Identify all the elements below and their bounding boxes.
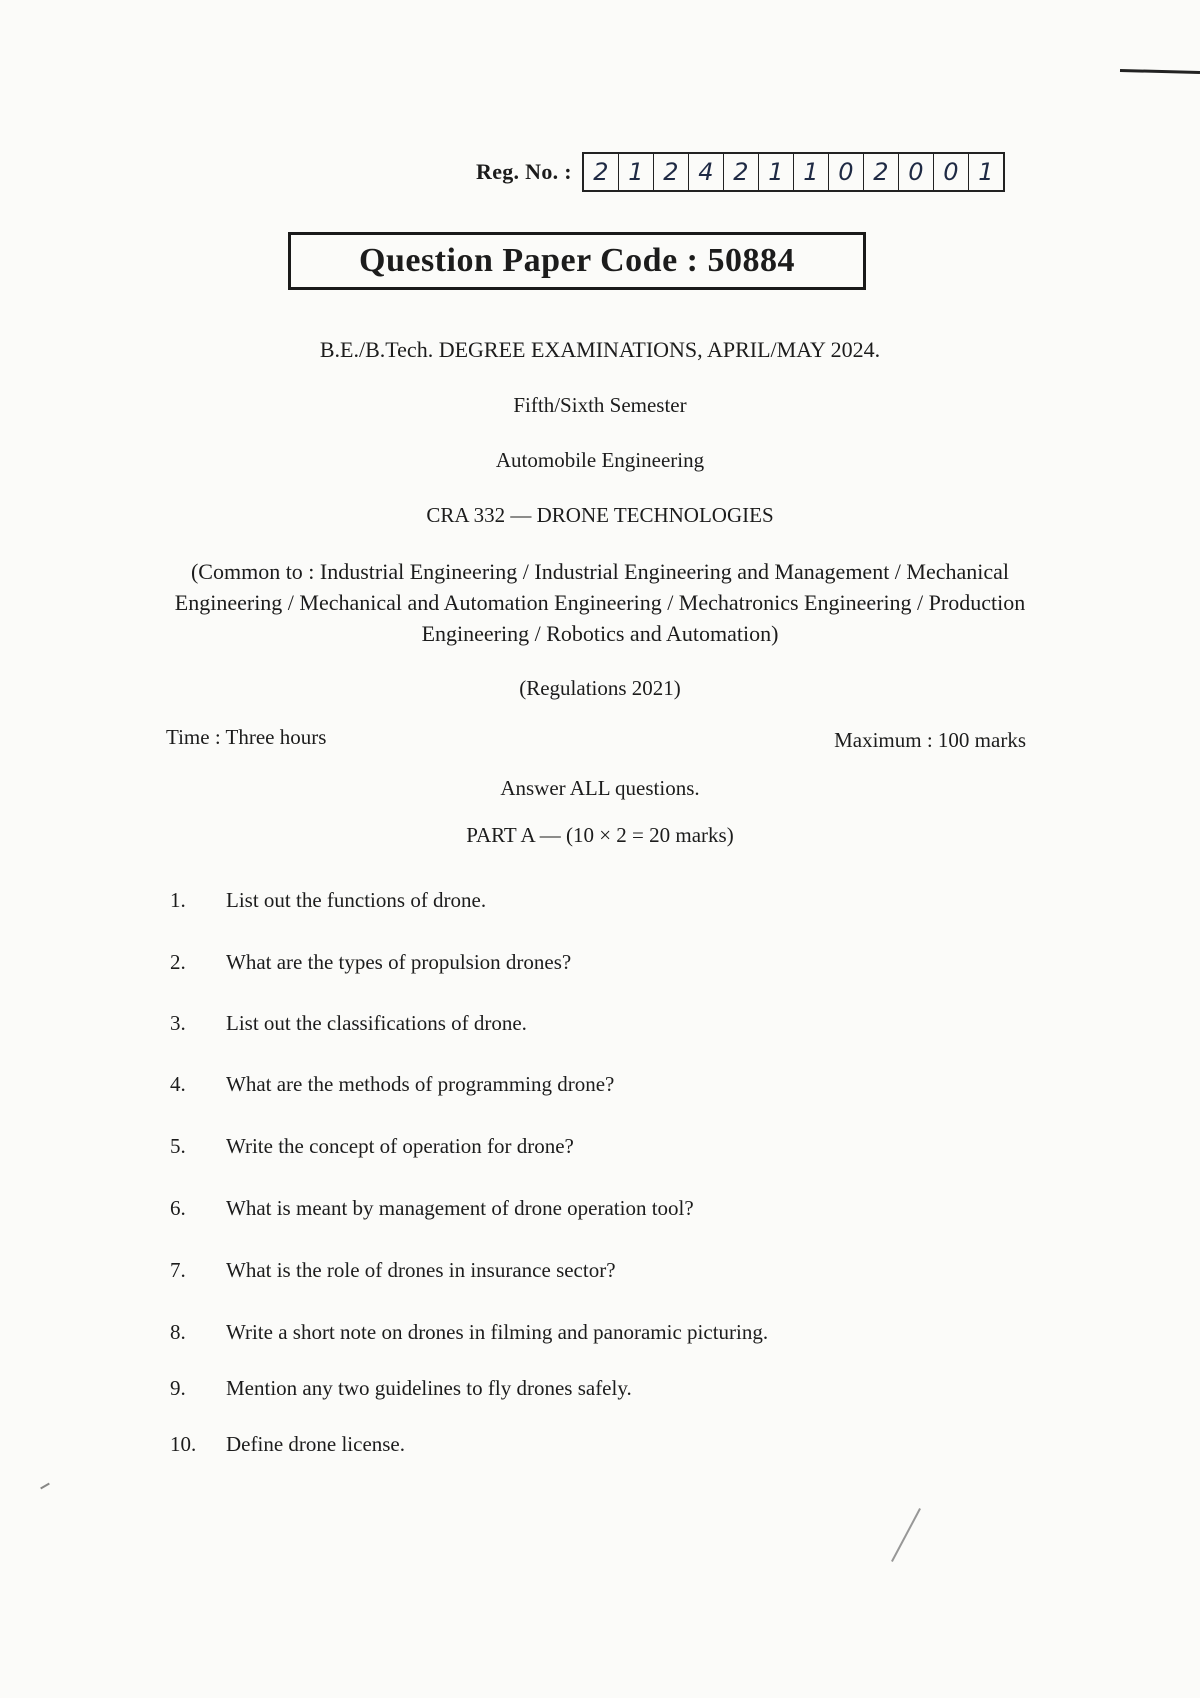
reg-number-boxes <box>582 152 1005 192</box>
question-text: Mention any two guidelines to fly drones safely. <box>226 1376 632 1400</box>
question-number: 10. <box>170 1432 197 1456</box>
reg-digit: 1 <box>978 158 994 186</box>
subject-title: CRA 332 — DRONE TECHNOLOGIES <box>426 503 774 527</box>
question-text: Define drone license. <box>226 1432 406 1456</box>
question-item <box>0 1134 1200 1166</box>
question-number: 8. <box>170 1320 186 1344</box>
question-text: List out the classifications of drone. <box>226 1011 527 1035</box>
exam-duration: Time : Three hours <box>166 725 327 749</box>
reg-digit: 1 <box>619 154 654 190</box>
stray-mark <box>40 1483 50 1490</box>
exam-title: B.E./B.Tech. DEGREE EXAMINATIONS, APRIL/MAY 2024. <box>319 337 881 362</box>
part-a-heading: PART A — (10 × 2 = 20 marks) <box>466 823 734 847</box>
question-text: Write the concept of operation for drone? <box>226 1134 574 1158</box>
reg-digit: 1 <box>794 154 829 190</box>
regulations: (Regulations 2021) <box>519 676 681 700</box>
question-item <box>0 1011 1200 1043</box>
question-item <box>0 1432 1200 1464</box>
question-text: What is the role of drones in insurance sector? <box>226 1258 616 1282</box>
reg-digit: 0 <box>934 154 969 190</box>
pen-stroke-mark <box>891 1508 921 1562</box>
question-text: What are the types of propulsion drones? <box>226 950 572 974</box>
reg-digit: 0 <box>829 154 864 190</box>
instruction: Answer ALL questions. <box>500 776 700 800</box>
question-number: 7. <box>170 1258 186 1282</box>
question-text: What is meant by management of drone operation tool? <box>226 1196 694 1220</box>
question-item <box>0 1258 1200 1290</box>
reg-number-label: Reg. No. : <box>476 159 572 184</box>
max-marks: Maximum : 100 marks <box>834 728 1026 752</box>
branch: Automobile Engineering <box>495 448 705 472</box>
question-paper-code: Question Paper Code : 50884 <box>288 232 866 290</box>
reg-digit: 4 <box>689 154 724 190</box>
question-number: 4. <box>170 1072 186 1096</box>
reg-digit: 1 <box>759 154 794 190</box>
reg-digit: 0 <box>899 154 934 190</box>
semester: Fifth/Sixth Semester <box>513 393 687 417</box>
question-text: Write a short note on drones in filming and panoramic picturing. <box>226 1320 769 1344</box>
question-text: List out the functions of drone. <box>226 888 487 912</box>
question-number: 9. <box>170 1376 186 1400</box>
question-number: 2. <box>170 950 186 974</box>
common-to-note: (Common to : Industrial Engineering / Industrial Engineering and Management / Mechanical Engineering / Mechanical and Automation Engineering / Mechatronics Engineering / Production Engineering / Robotics and Automation) <box>174 559 1026 646</box>
question-item <box>0 1072 1200 1104</box>
question-item <box>0 950 1200 982</box>
question-number: 6. <box>170 1196 186 1220</box>
question-item <box>0 888 1200 920</box>
question-item <box>0 1320 1200 1352</box>
binding-mark <box>1120 69 1200 74</box>
reg-digit: 2 <box>654 154 689 190</box>
reg-digit: 2 <box>584 154 619 190</box>
question-item <box>0 1376 1200 1408</box>
question-number: 3. <box>170 1011 186 1035</box>
reg-number-row <box>476 152 1005 192</box>
question-number: 5. <box>170 1134 186 1158</box>
reg-digit: 2 <box>864 154 899 190</box>
reg-digit: 2 <box>724 154 759 190</box>
question-text: What are the methods of programming drone? <box>226 1072 615 1096</box>
question-number: 1. <box>170 888 186 912</box>
question-item <box>0 1196 1200 1228</box>
